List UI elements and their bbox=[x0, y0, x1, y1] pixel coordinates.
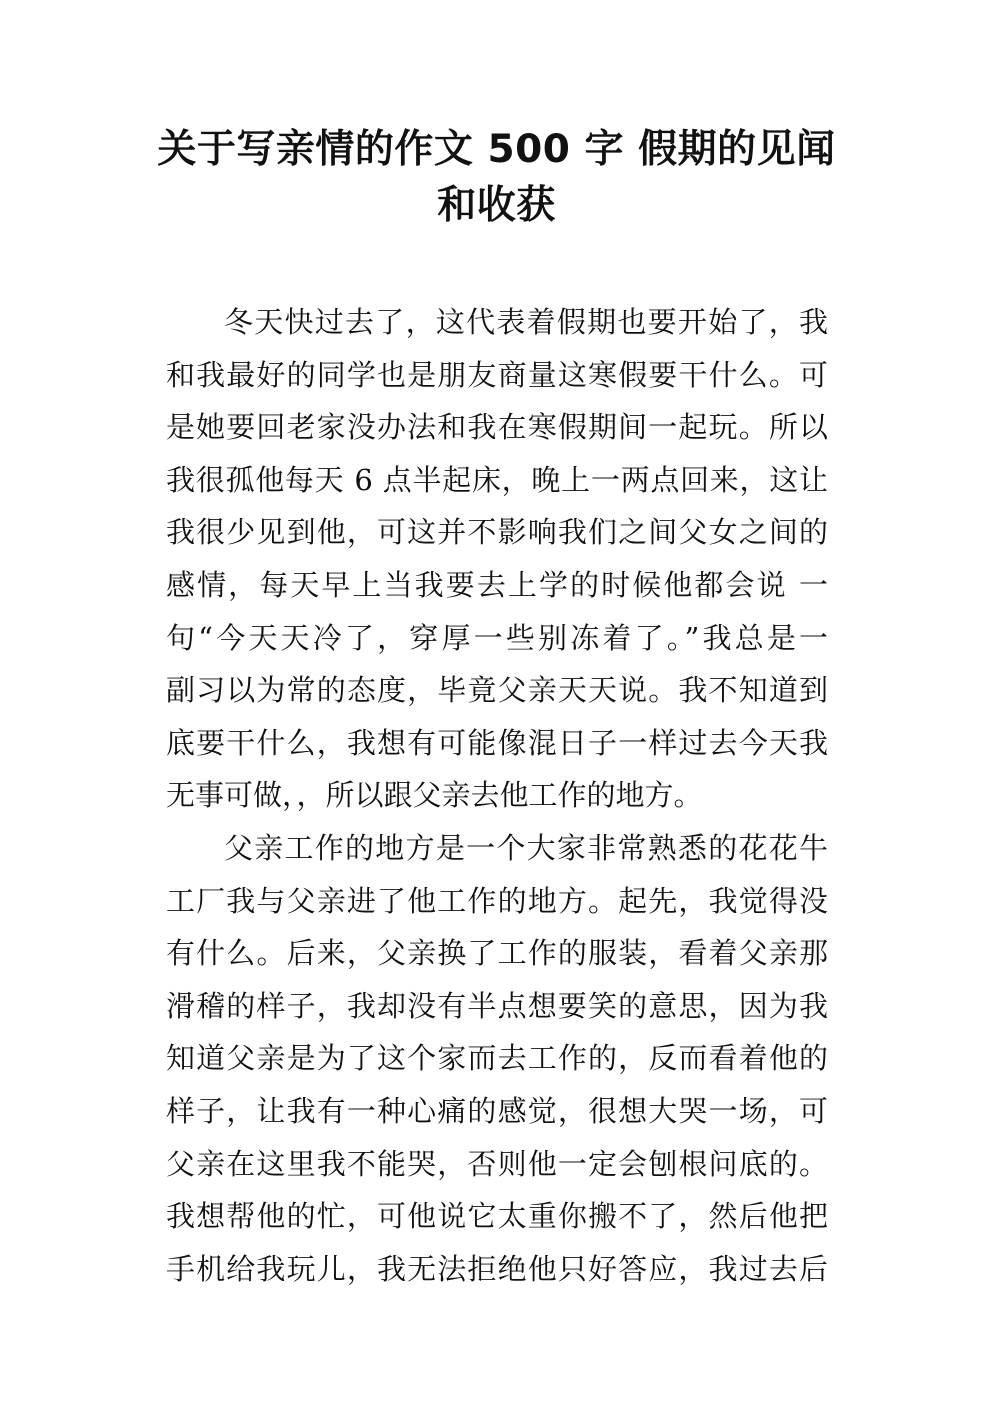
body-line: 样子，让我有一种心痛的感觉，很想大哭一场，可 bbox=[166, 1093, 828, 1128]
body-line: 冬天快过去了，这代表着假期也要开始了，我 bbox=[224, 305, 828, 339]
body-line: 我很孤他每天 6 点半起床，晚上一两点回来，这让 bbox=[166, 462, 828, 497]
body-line: 和我最好的同学也是朋友商量这寒假要干什么。可 bbox=[166, 357, 828, 392]
title-line-1: 关于写亲情的作文 500 字 假期的见闻 bbox=[157, 127, 836, 172]
body-line: 滑稽的样子，我却没有半点想要笑的意思，因为我 bbox=[166, 988, 828, 1023]
body-line: 句“今天天冷了，穿厚一些别冻着了。”我总是一 bbox=[166, 620, 828, 655]
body-line: 我很少见到他，可这并不影响我们之间父女之间的 bbox=[166, 515, 828, 550]
document-body bbox=[166, 296, 828, 1295]
body-line: 父亲在这里我不能哭，否则他一定会刨根问底的。 bbox=[166, 1146, 828, 1181]
body-line: 手机给我玩儿，我无法拒绝他只好答应，我过去后 bbox=[166, 1251, 828, 1286]
body-line: 是她要回老家没办法和我在寒假期间一起玩。所以 bbox=[166, 410, 828, 445]
document-title bbox=[120, 122, 873, 234]
body-line: 副习以为常的态度，毕竟父亲天天说。我不知道到 bbox=[166, 673, 828, 708]
body-line: 我想帮他的忙，可他说它太重你搬不了，然后他把 bbox=[166, 1199, 828, 1234]
body-line: 无事可做，，所以跟父亲去他工作的地方。 bbox=[166, 778, 703, 813]
body-line: 底要干什么，我想有可能像混日子一样过去今天我 bbox=[166, 725, 828, 760]
body-line: 感情，每天早上当我要去上学的时候他都会说 一 bbox=[166, 567, 828, 602]
body-line: 知道父亲是为了这个家而去工作的，反而看着他的 bbox=[166, 1041, 828, 1076]
title-line-2: 和收获 bbox=[437, 183, 556, 228]
body-line: 有什么。后来，父亲换了工作的服装，看着父亲那 bbox=[166, 936, 828, 971]
body-line: 工厂我与父亲进了他工作的地方。起先，我觉得没 bbox=[166, 883, 828, 918]
body-line: 父亲工作的地方是一个大家非常熟悉的花花牛 bbox=[224, 830, 828, 865]
